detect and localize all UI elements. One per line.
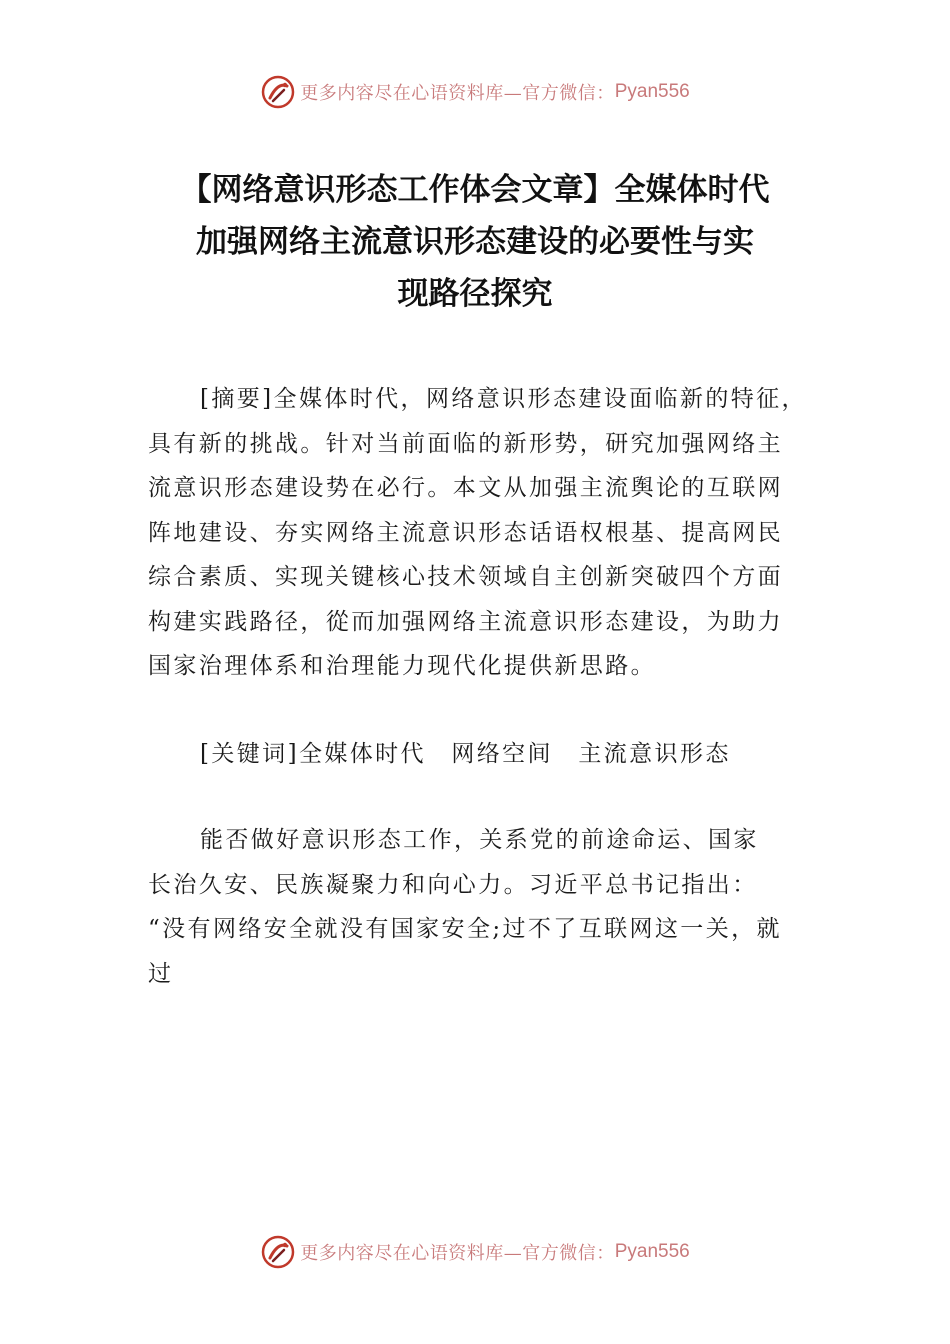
- body-line: 过: [148, 960, 174, 987]
- abstract-line: 综合素质、实现关键核心技术领域自主创新突破四个方面: [148, 564, 783, 590]
- document-title: [0, 164, 950, 320]
- keywords-line: [关键词]全媒体时代 网络空间 主流意识形态: [200, 741, 731, 767]
- abstract-line: 构建实践路径，從而加强网络主流意识形态建设，为助力: [148, 608, 783, 635]
- abstract-line: 具有新的挑战。针对当前面临的新形势，研究加强网络主: [148, 430, 783, 457]
- banner-text: 更多内容尽在心语资料库—官方微信：: [300, 83, 615, 104]
- title-line: 【网络意识形态工作体会文章】全媒体时代: [180, 172, 770, 208]
- banner-wechat-id: Pyan556: [614, 1241, 690, 1262]
- body-paragraph: [148, 818, 782, 996]
- body-line: 能否做好意识形态工作，关系党的前途命运、国家: [200, 827, 759, 853]
- banner-text: 更多内容尽在心语资料库—官方微信：: [300, 1243, 615, 1264]
- title-line: 现路径探究: [397, 276, 553, 312]
- abstract-paragraph: [148, 377, 807, 689]
- banner-wechat-id: Pyan556: [614, 81, 690, 102]
- title-line: 加强网络主流意识形态建设的必要性与实: [196, 224, 754, 260]
- abstract-line: [摘要]全媒体时代，网络意识形态建设面临新的特征，: [200, 386, 807, 412]
- footer-banner: [0, 1232, 950, 1272]
- body-line: 长治久安、民族凝聚力和向心力。习近平总书记指出：: [148, 871, 758, 898]
- header-banner: [0, 72, 950, 112]
- abstract-line: 流意识形态建设势在必行。本文从加强主流舆论的互联网: [148, 475, 783, 501]
- keywords-paragraph: [200, 732, 731, 777]
- brand-logo-icon: [260, 74, 296, 110]
- abstract-line: 阵地建设、夯实网络主流意识形态话语权根基、提高网民: [148, 519, 783, 546]
- abstract-line: 国家治理体系和治理能力现代化提供新思路。: [148, 653, 656, 679]
- body-line: “没有网络安全就没有国家安全;过不了互联网这一关，就: [148, 916, 782, 942]
- brand-logo-icon: [260, 1234, 296, 1270]
